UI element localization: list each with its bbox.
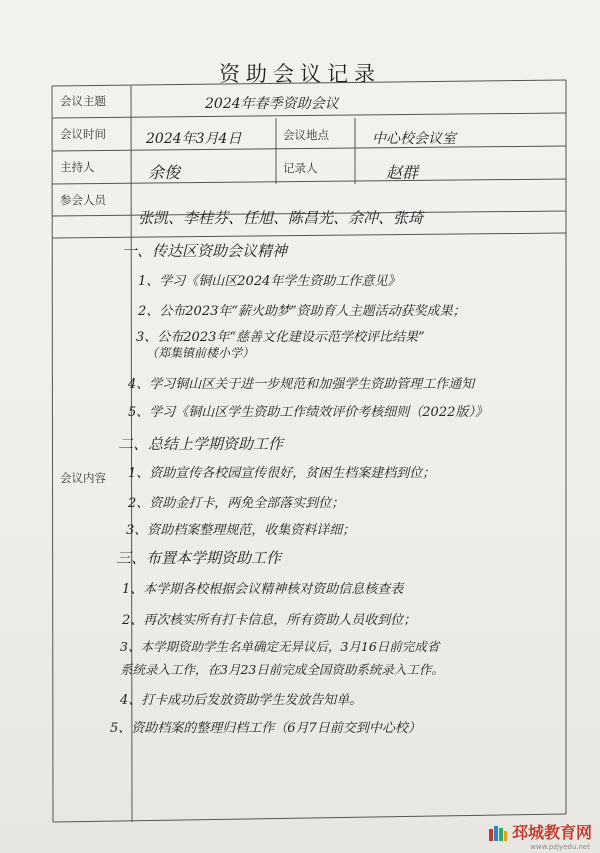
section-2-heading: 二、总结上学期资助工作 bbox=[118, 435, 284, 453]
s1-item-4: 4、学习铜山区关于进一步规范和加强学生资助管理工作通知 bbox=[128, 377, 475, 392]
label-attendees: 参会人员 bbox=[60, 193, 106, 207]
label-topic: 会议主题 bbox=[60, 94, 106, 108]
label-host: 主持人 bbox=[60, 160, 95, 174]
s2-item-2: 2、资助金打卡，两免全部落实到位； bbox=[128, 496, 345, 511]
label-time: 会议时间 bbox=[60, 127, 106, 141]
label-recorder: 记录人 bbox=[283, 161, 318, 175]
label-location: 会议地点 bbox=[283, 128, 329, 142]
value-host: 余俊 bbox=[148, 163, 181, 182]
section-3-heading: 三、布置本学期资助工作 bbox=[116, 549, 282, 567]
value-attendees: 张凯、李桂芬、任旭、陈昌光、余冲、张琦 bbox=[138, 209, 424, 227]
s1-item-3-note: （郑集镇前楼小学） bbox=[146, 346, 255, 360]
s3-item-2: 2、再次核实所有打卡信息，所有资助人员收到位； bbox=[122, 613, 417, 628]
s2-item-1: 1、资助宣传各校园宣传很好，贫困生档案建档到位； bbox=[128, 466, 436, 481]
value-recorder: 赵群 bbox=[386, 163, 419, 182]
s3-item-4: 4、打卡成功后发放资助学生发放告知单。 bbox=[120, 693, 363, 708]
s1-item-1: 1、学习《铜山区2024年学生资助工作意见》 bbox=[138, 274, 401, 289]
s1-item-3: 3、公布2023年“慈善文化建设示范学校评比结果” bbox=[136, 330, 425, 345]
value-time: 2024年3月4日 bbox=[146, 131, 242, 147]
s1-item-5: 5、学习《铜山区学生资助工作绩效评价考核细则（2022版）》 bbox=[128, 405, 488, 420]
s3-item-3-cont: 系统录入工作，在3月23日前完成全国资助系统录入工作。 bbox=[120, 662, 444, 677]
value-location: 中心校会议室 bbox=[372, 131, 456, 147]
s3-item-3: 3、本学期资助学生名单确定无异议后，3月16日前完成省 bbox=[120, 639, 440, 654]
logo-url: www.pzjyedu.net bbox=[530, 843, 590, 851]
book-logo-icon bbox=[488, 823, 508, 843]
logo-brand: 邳城教育网 bbox=[511, 823, 592, 842]
s1-item-2: 2、公布2023年“薪火助梦”资助育人主题活动获奖成果； bbox=[138, 304, 466, 319]
s3-item-1: 1、本学期各校根据会议精神核对资助信息核查表 bbox=[122, 582, 404, 597]
section-1-heading: 一、传达区资助会议精神 bbox=[122, 242, 288, 260]
document-title: 资助会议记录 bbox=[219, 62, 381, 86]
value-topic: 2024年春季资助会议 bbox=[205, 96, 339, 112]
s2-item-3: 3、资助档案整理规范，收集资料详细； bbox=[126, 523, 356, 538]
s3-item-5: 5、资助档案的整理归档工作（6月7日前交到中心校） bbox=[110, 721, 421, 736]
label-content: 会议内容 bbox=[60, 471, 106, 485]
site-logo bbox=[488, 823, 592, 843]
